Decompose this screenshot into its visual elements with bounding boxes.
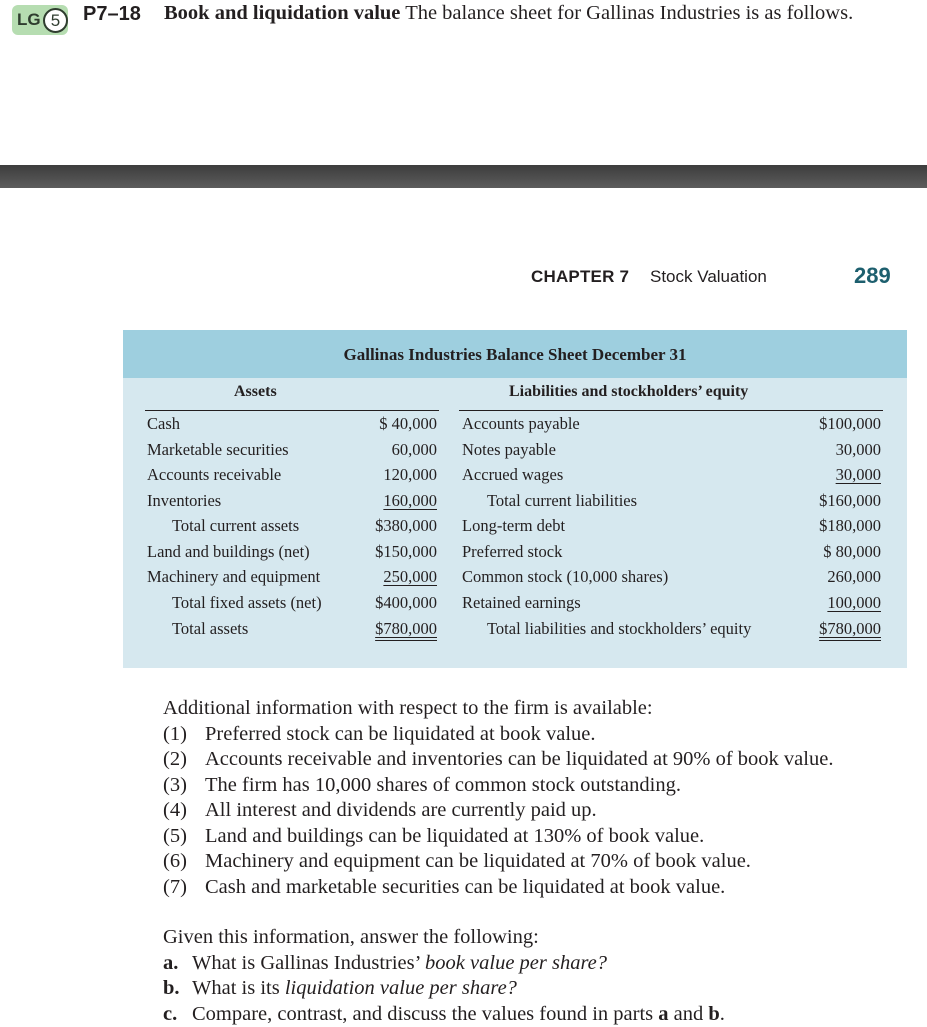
info-item bbox=[163, 849, 833, 875]
info-item-number: (7) bbox=[163, 875, 205, 901]
info-item-text: All interest and dividends are currently paid up. bbox=[205, 799, 597, 821]
asset-value: $ 40,000 bbox=[337, 414, 437, 434]
questions bbox=[163, 925, 725, 1027]
liability-label: Notes payable bbox=[462, 440, 556, 460]
additional-info-intro: Additional information with respect to the firm is available: bbox=[163, 696, 833, 722]
asset-label: Total assets bbox=[172, 619, 248, 639]
info-item-text: Cash and marketable securities can be liquidated at book value. bbox=[205, 876, 725, 898]
info-item-text: The firm has 10,000 shares of common stock outstanding. bbox=[205, 774, 681, 796]
problem-intro: The balance sheet for Gallinas Industries is as follows. bbox=[405, 2, 853, 24]
asset-value: $780,000 bbox=[337, 619, 437, 639]
info-item-number: (1) bbox=[163, 722, 205, 748]
liability-value: $ 80,000 bbox=[781, 542, 881, 562]
liability-label: Common stock (10,000 shares) bbox=[462, 567, 668, 587]
question-text: What is Gallinas Industries’ bbox=[192, 952, 420, 974]
liability-value: $160,000 bbox=[781, 491, 881, 511]
info-item-text: Land and buildings can be liquidated at 130% of book value. bbox=[205, 825, 704, 847]
asset-value: $380,000 bbox=[337, 516, 437, 536]
balance-sheet-title: Gallinas Industries Balance Sheet December 31 bbox=[123, 345, 907, 365]
info-item-number: (5) bbox=[163, 824, 205, 850]
asset-label: Accounts receivable bbox=[147, 465, 281, 485]
liabilities-header-rule bbox=[459, 410, 883, 411]
question-text: Compare, contrast, and discuss the values found in parts bbox=[192, 1003, 653, 1025]
liability-label: Accounts payable bbox=[462, 414, 580, 434]
info-item-text: Machinery and equipment can be liquidated at 70% of book value. bbox=[205, 850, 751, 872]
additional-info bbox=[163, 696, 833, 900]
chapter-label: CHAPTER 7 bbox=[531, 267, 629, 287]
asset-label: Land and buildings (net) bbox=[147, 542, 310, 562]
asset-value: 120,000 bbox=[337, 465, 437, 485]
liability-value: $100,000 bbox=[781, 414, 881, 434]
info-item bbox=[163, 722, 833, 748]
info-item bbox=[163, 875, 833, 901]
liability-value: 100,000 bbox=[781, 593, 881, 613]
question-a bbox=[163, 951, 725, 977]
part-b-ref: b bbox=[708, 1003, 719, 1025]
asset-label: Total fixed assets (net) bbox=[172, 593, 322, 613]
assets-header-rule bbox=[145, 410, 439, 411]
asset-value: 250,000 bbox=[337, 567, 437, 587]
page-number: 289 bbox=[854, 263, 891, 289]
asset-value: 160,000 bbox=[337, 491, 437, 511]
asset-label: Marketable securities bbox=[147, 440, 289, 460]
info-item bbox=[163, 773, 833, 799]
problem-title: Book and liquidation value bbox=[164, 2, 400, 24]
liability-value: $180,000 bbox=[781, 516, 881, 536]
learning-goal-label: LG bbox=[17, 10, 41, 30]
assets-column-header: Assets bbox=[234, 383, 277, 401]
liability-label: Total liabilities and stockholders’ equity bbox=[487, 619, 751, 639]
info-item-number: (6) bbox=[163, 849, 205, 875]
question-letter: a. bbox=[163, 951, 192, 977]
info-item-number: (2) bbox=[163, 747, 205, 773]
asset-value: 60,000 bbox=[337, 440, 437, 460]
question-letter: b. bbox=[163, 976, 192, 1002]
questions-intro: Given this information, answer the following: bbox=[163, 925, 725, 951]
liability-value: 30,000 bbox=[781, 465, 881, 485]
question-b bbox=[163, 976, 725, 1002]
info-item bbox=[163, 747, 833, 773]
part-a-ref: a bbox=[658, 1003, 668, 1025]
asset-label: Machinery and equipment bbox=[147, 567, 320, 587]
liability-value: $780,000 bbox=[781, 619, 881, 639]
info-item-number: (4) bbox=[163, 798, 205, 824]
problem-number: P7–18 bbox=[83, 3, 141, 26]
info-item bbox=[163, 798, 833, 824]
question-and: and bbox=[674, 1003, 704, 1025]
question-end: . bbox=[720, 1003, 725, 1025]
liability-value: 260,000 bbox=[781, 567, 881, 587]
info-item-text: Preferred stock can be liquidated at book value. bbox=[205, 723, 596, 745]
question-text: What is its bbox=[192, 977, 280, 999]
info-item-text: Accounts receivable and inventories can be liquidated at 90% of book value. bbox=[205, 748, 833, 770]
section-label: Stock Valuation bbox=[650, 267, 767, 287]
learning-goal-badge bbox=[12, 5, 68, 35]
liability-value: 30,000 bbox=[781, 440, 881, 460]
info-item bbox=[163, 824, 833, 850]
question-c bbox=[163, 1002, 725, 1027]
liabilities-column-header: Liabilities and stockholders’ equity bbox=[509, 383, 748, 401]
liability-label: Total current liabilities bbox=[487, 491, 637, 511]
problem-title-line bbox=[164, 2, 853, 25]
liability-label: Long-term debt bbox=[462, 516, 565, 536]
asset-value: $400,000 bbox=[337, 593, 437, 613]
balance-sheet bbox=[123, 330, 907, 668]
asset-value: $150,000 bbox=[337, 542, 437, 562]
asset-label: Cash bbox=[147, 414, 180, 434]
liability-label: Preferred stock bbox=[462, 542, 562, 562]
liability-label: Retained earnings bbox=[462, 593, 581, 613]
info-item-number: (3) bbox=[163, 773, 205, 799]
asset-label: Inventories bbox=[147, 491, 221, 511]
question-emphasis: book value per share? bbox=[425, 952, 607, 974]
question-emphasis: liquidation value per share? bbox=[285, 977, 517, 999]
liability-label: Accrued wages bbox=[462, 465, 563, 485]
learning-goal-number: 5 bbox=[43, 8, 68, 33]
page-separator bbox=[0, 165, 927, 188]
asset-label: Total current assets bbox=[172, 516, 299, 536]
question-letter: c. bbox=[163, 1002, 192, 1027]
